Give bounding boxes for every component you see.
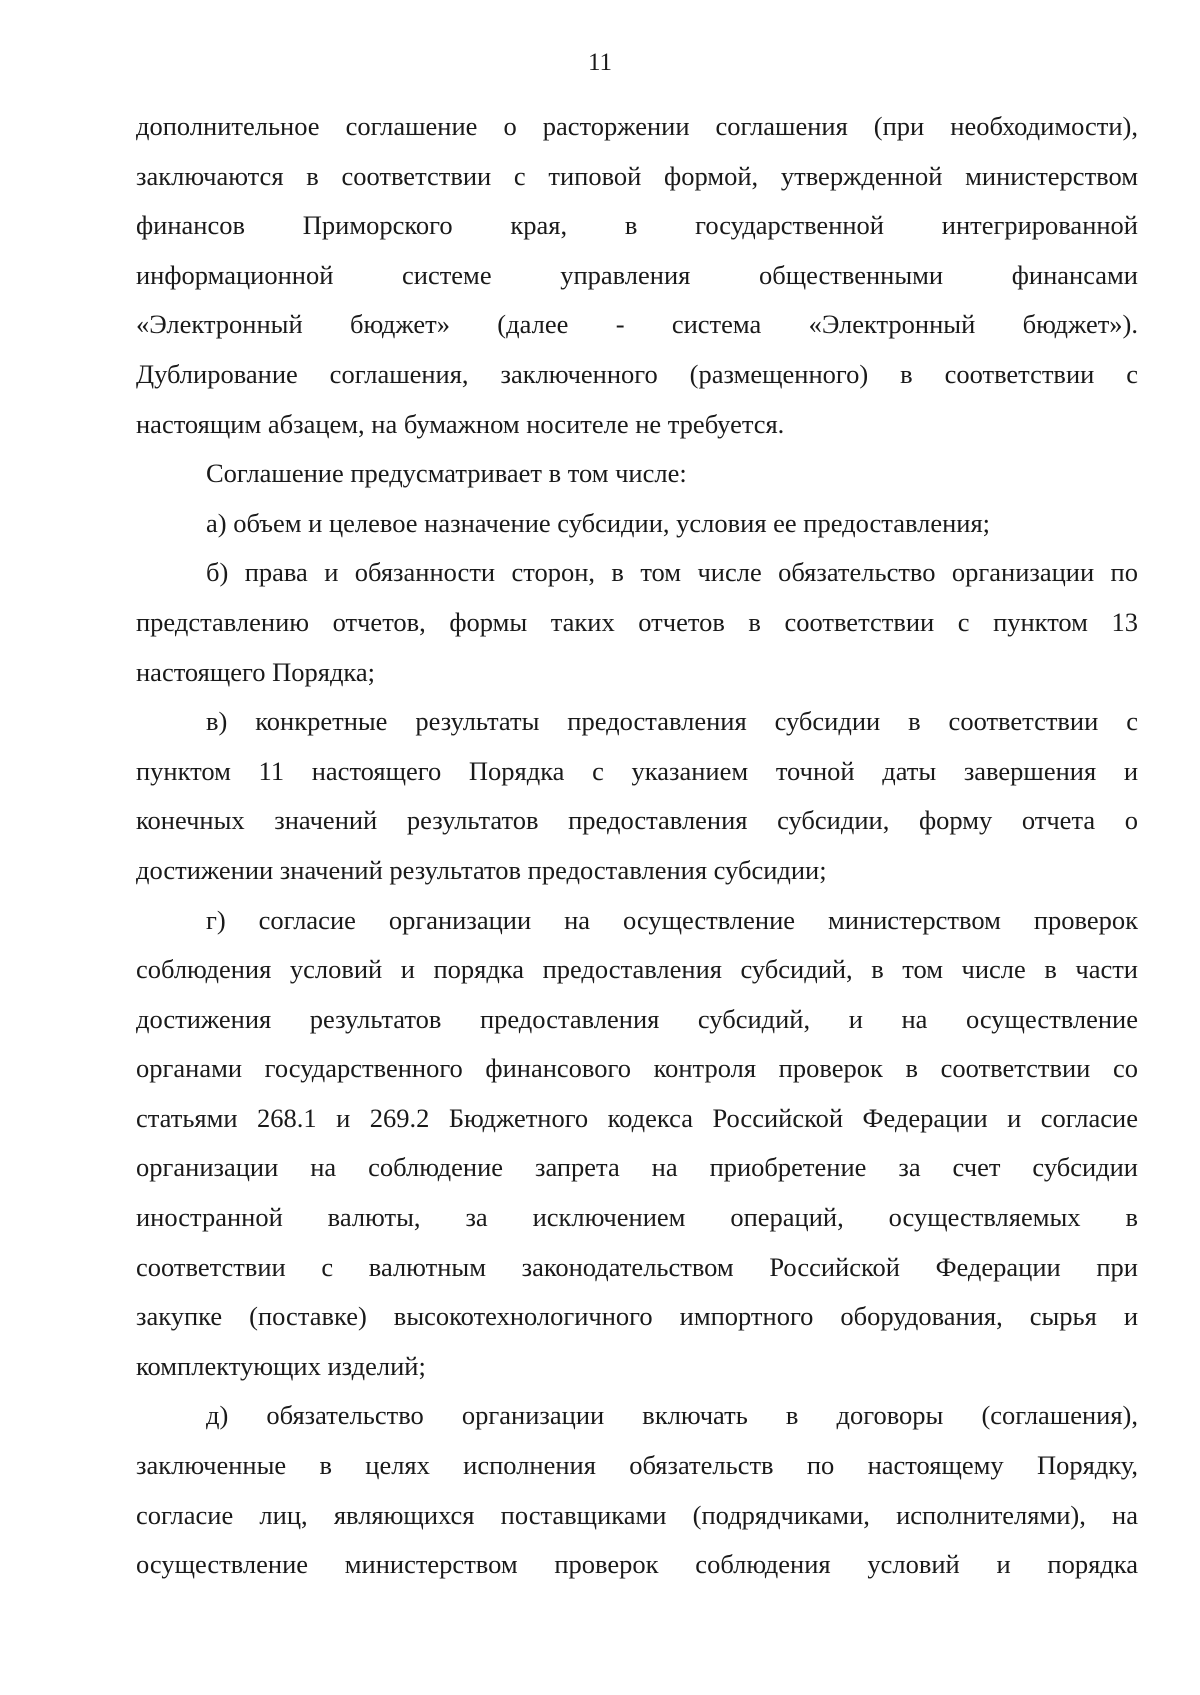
text-line: органами государственного финансового контроля проверок в соответствии со bbox=[136, 1053, 1138, 1084]
text-line: финансов Приморского края, в государственной интегрированной bbox=[136, 210, 1138, 241]
text-line: Дублирование соглашения, заключенного (размещенного) в соответствии с bbox=[136, 358, 1138, 389]
text-line: комплектующих изделий; bbox=[136, 1350, 426, 1381]
text-line: закупке (поставке) высокотехнологичного импортного оборудования, сырья и bbox=[136, 1301, 1138, 1332]
text-line: согласие лиц, являющихся поставщиками (подрядчиками, исполнителями), на bbox=[136, 1499, 1138, 1530]
text-line: в) конкретные результаты предоставления субсидии в соответствии с bbox=[206, 706, 1138, 737]
text-line: организации на соблюдение запрета на приобретение за счет субсидии bbox=[136, 1152, 1138, 1183]
text-line: пунктом 11 настоящего Порядка с указанием точной даты завершения и bbox=[136, 755, 1138, 786]
text-line: дополнительное соглашение о расторжении соглашения (при необходимости), bbox=[136, 111, 1138, 141]
text-line: «Электронный бюджет» (далее - система «Электронный бюджет»). bbox=[136, 309, 1138, 340]
text-line: соответствии с валютным законодательством Российской Федерации при bbox=[136, 1251, 1138, 1282]
text-line: достижения результатов предоставления субсидий, и на осуществление bbox=[136, 1003, 1138, 1034]
text-line: г) согласие организации на осуществление министерством проверок bbox=[206, 904, 1138, 935]
text-line: достижении значений результатов предоставления субсидии; bbox=[136, 854, 827, 885]
text-line: осуществление министерством проверок соблюдения условий и порядка bbox=[136, 1549, 1138, 1580]
text-line: заключаются в соответствии с типовой формой, утвержденной министерством bbox=[136, 160, 1138, 191]
text-line: статьями 268.1 и 269.2 Бюджетного кодекса Российской Федерации и согласие bbox=[136, 1102, 1138, 1133]
page-number: 11 bbox=[587, 49, 613, 76]
text-line: настоящим абзацем, на бумажном носителе не требуется. bbox=[136, 408, 785, 439]
text-line: д) обязательство организации включать в договоры (соглашения), bbox=[206, 1400, 1138, 1431]
text-line: представлению отчетов, формы таких отчетов в соответствии с пунктом 13 bbox=[136, 606, 1138, 637]
text-line: б) права и обязанности сторон, в том числе обязательство организации по bbox=[206, 557, 1138, 588]
text-line: настоящего Порядка; bbox=[136, 656, 376, 687]
text-line: информационной системе управления общественными финансами bbox=[136, 259, 1138, 290]
text-line: а) объем и целевое назначение субсидии, условия ее предоставления; bbox=[206, 507, 991, 538]
text-line: конечных значений результатов предоставления субсидии, форму отчета о bbox=[136, 805, 1138, 836]
text-line: заключенные в целях исполнения обязательств по настоящему Порядку, bbox=[136, 1450, 1138, 1481]
text-line: соблюдения условий и порядка предоставления субсидий, в том числе в части bbox=[136, 954, 1138, 985]
text-line: иностранной валюты, за исключением операций, осуществляемых в bbox=[136, 1202, 1138, 1233]
text-line: Соглашение предусматривает в том числе: bbox=[206, 458, 687, 489]
document-body bbox=[136, 102, 1138, 1590]
